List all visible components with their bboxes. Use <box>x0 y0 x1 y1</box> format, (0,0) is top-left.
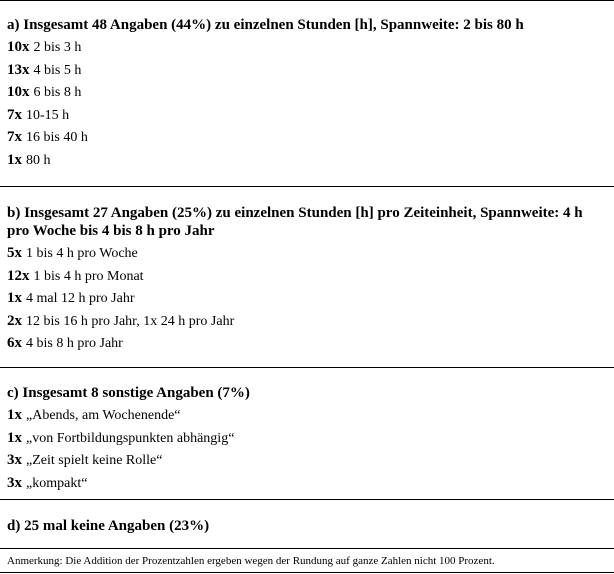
list-item <box>7 312 607 335</box>
table-bottom-rule <box>0 572 614 573</box>
entry-count: 7x <box>7 106 22 123</box>
list-item <box>7 83 607 106</box>
entry-count: 10x <box>7 39 30 55</box>
section-c <box>7 384 607 496</box>
list-item <box>7 61 607 84</box>
entry-count: 1x <box>7 290 22 306</box>
section-divider <box>0 499 614 500</box>
section-b <box>7 204 607 357</box>
entry-count: 3x <box>7 452 22 468</box>
entry-text: „kompakt“ <box>26 475 88 491</box>
entry-count: 2x <box>7 312 22 329</box>
entry-count: 1x <box>7 151 22 168</box>
section-c-heading: c) Insgesamt 8 sonstige Angaben (7%) <box>7 385 250 401</box>
entry-text: 80 h <box>26 152 51 168</box>
list-item <box>7 429 607 452</box>
list-item <box>7 244 607 267</box>
entry-text: 16 bis 40 h <box>26 130 88 145</box>
section-divider <box>0 548 614 549</box>
entry-count: 1x <box>7 407 22 423</box>
section-divider <box>0 186 614 187</box>
entry-count: 1x <box>7 429 22 446</box>
entry-text: „von Fortbildungspunkten abhängig“ <box>26 430 235 446</box>
list-item <box>7 38 607 61</box>
list-item <box>7 474 607 497</box>
entry-text: „Zeit spielt keine Rolle“ <box>26 453 163 468</box>
entry-count: 6x <box>7 335 22 351</box>
entry-text: 4 bis 8 h pro Jahr <box>26 336 123 351</box>
list-item <box>7 267 607 290</box>
entry-count: 5x <box>7 245 22 261</box>
entry-text: „Abends, am Wochenende“ <box>26 408 181 423</box>
list-item <box>7 334 607 357</box>
entry-count: 12x <box>7 267 30 284</box>
entry-text: 4 mal 12 h pro Jahr <box>26 291 135 306</box>
entry-count: 10x <box>7 84 30 100</box>
entry-text: 2 bis 3 h <box>33 40 82 55</box>
entry-text: 4 bis 5 h <box>33 62 82 78</box>
section-a <box>7 16 607 173</box>
list-item <box>7 289 607 312</box>
table-top-rule <box>0 0 614 1</box>
section-d-heading: d) 25 mal keine Angaben (23%) <box>7 518 210 534</box>
list-item <box>7 128 607 151</box>
section-a-heading: a) Insgesamt 48 Angaben (44%) zu einzelnen Stunden [h], Spannweite: 2 bis 80 h <box>7 17 524 33</box>
entry-text: 10-15 h <box>26 107 70 123</box>
footnote: Anmerkung: Die Addition der Prozentzahlen ergeben wegen der Rundung auf ganze Zahlen nicht 100 Prozent. <box>7 555 495 567</box>
entry-count: 13x <box>7 61 30 78</box>
list-item <box>7 451 607 474</box>
list-item <box>7 106 607 129</box>
entry-count: 7x <box>7 129 22 145</box>
entry-count: 3x <box>7 474 22 491</box>
entry-text: 1 bis 4 h pro Monat <box>33 268 144 284</box>
list-item <box>7 406 607 429</box>
section-divider <box>0 367 614 368</box>
entry-text: 6 bis 8 h <box>33 85 82 100</box>
list-item <box>7 151 607 174</box>
section-d <box>7 517 607 539</box>
entry-text: 12 bis 16 h pro Jahr, 1x 24 h pro Jahr <box>26 313 235 329</box>
section-b-heading: b) Insgesamt 27 Angaben (25%) zu einzelnen Stunden [h] pro Zeiteinheit, Spannweite: 4 h pro Woche bis 4 bis 8 h pro Jahr <box>7 205 583 239</box>
entry-text: 1 bis 4 h pro Woche <box>26 246 138 261</box>
